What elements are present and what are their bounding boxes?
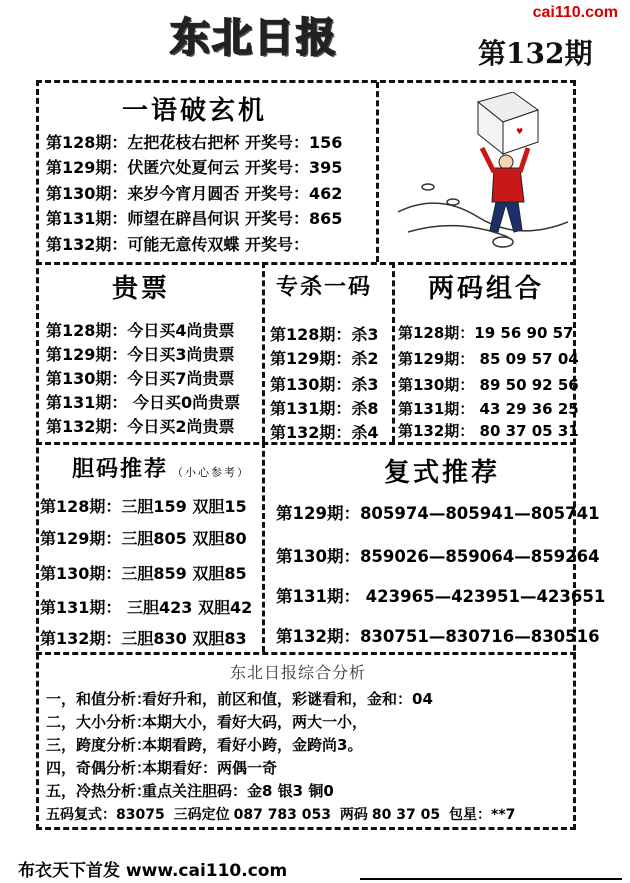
danma-title [72,452,250,483]
issue-number: 第132期 [478,37,593,70]
svg-text:♥: ♥ [516,127,524,136]
danma-row-132: 第132期：三胆830 双胆83 [40,629,247,648]
yiyu-title: 一语破玄机 [122,96,268,126]
yiyu-row-129: 第129期：伏匿穴处夏何云 开奖号：395 [46,158,343,177]
analysis-text-jiou: 本期看好：两偶一奇 [142,759,278,777]
guipiao-row-131: 第131期： 今日买0尚贵票 [46,393,241,412]
analysis-row-daxiao [46,711,367,732]
guipiao-title: 贵票 [112,274,171,304]
person-illustration [482,148,528,232]
danma-row-131: 第131期： 三胆423 双胆42 [40,598,253,617]
analysis-row-kuadu [46,734,362,755]
danma-row-129: 第129期：三胆805 双胆80 [40,529,247,548]
analysis-row-lengre [46,780,334,801]
liangma-row-130: 第130期： 89 50 92 56 [398,376,579,394]
yiyu-row-132: 第132期：可能无意传双蝶 开奖号： [46,235,309,254]
zhuansha-row-128: 第128期：杀3 [270,325,379,344]
courier-illustration [398,92,568,252]
liangma-row-132: 第132期： 80 37 05 31 [398,422,579,440]
newspaper-title: 东北日报 [170,14,338,61]
zhuansha-row-132: 第132期：杀4 [270,423,379,442]
liangma-title: 两码组合 [428,274,545,304]
yiyu-row-131: 第131期：师望在辟昌何识 开奖号：865 [46,209,343,228]
fushi-row-132: 第132期：830751—830716—830516 [276,627,600,646]
danma-row-128: 第128期：三胆159 双胆15 [40,497,247,516]
danma-row-130: 第130期：三胆859 双胆85 [40,564,247,583]
footer-text[interactable]: 布衣天下首发 www.cai110.com [18,861,288,881]
fushi-row-131: 第131期： 423965—423951—423651 [276,587,606,606]
zhuansha-row-129: 第129期：杀2 [270,349,379,368]
divider-zhuansha-liangma [392,262,395,442]
liangma-row-128: 第128期：19 56 90 57 [398,324,574,342]
guipiao-row-132: 第132期：今日买2尚贵票 [46,417,235,436]
divider-1 [36,262,576,265]
guipiao-row-128: 第128期：今日买4尚贵票 [46,321,235,340]
footer-line [360,878,622,880]
site-url[interactable]: cai110.com [532,4,618,21]
danma-note: （小心参考） [172,466,251,479]
box-illustration [478,92,538,154]
analysis-text-hezhi: 看好升和，前区和值，彩谜看和，金和：04 [142,690,433,708]
zhuansha-row-130: 第130期：杀3 [270,375,379,394]
analysis-title: 东北日报综合分析 [230,663,367,682]
divider-danma-fushi [262,442,265,652]
analysis-label-daxiao: 二，大小分析： [46,713,152,731]
divider-3 [36,652,576,655]
analysis-text-lengre: 重点关注胆码：金8 银3 铜0 [142,782,334,800]
zhuansha-title: 专杀一码 [276,274,373,300]
fushi-row-129: 第129期：805974—805941—805741 [276,504,600,523]
wuma-value: 83075 [116,807,165,823]
sanma-value: 087 783 053 [233,807,332,823]
guipiao-row-129: 第129期：今日买3尚贵票 [46,345,235,364]
zhuansha-row-131: 第131期：杀8 [270,399,379,418]
liangma-row-131: 第131期： 43 29 36 25 [398,400,579,418]
sanma-label: 三码定位 [173,807,230,823]
snow-hill-illustration [398,184,568,247]
yiyu-row-128: 第128期：左把花枝右把杯 开奖号：156 [46,133,343,152]
liangma-label: 两码 [339,807,368,823]
yiyu-row-130: 第130期：来岁今宵月圆否 开奖号：462 [46,184,343,203]
analysis-text-daxiao: 本期大小，看好大码，两大一小， [142,713,368,731]
analysis-label-lengre: 五，冷热分析： [46,782,152,800]
fushi-row-130: 第130期：859026—859064—859264 [276,547,600,566]
analysis-row-hezhi [46,688,433,709]
liangma-row-129: 第129期： 85 09 57 04 [398,350,579,368]
analysis-bottom-row [46,804,515,824]
divider-guipiao-zhuansha [262,262,265,442]
analysis-label-jiou: 四，奇偶分析： [46,759,152,777]
analysis-row-jiou [46,757,277,778]
danma-title-text: 胆码推荐 [72,456,169,482]
analysis-text-kuadu: 本期看跨，看好小跨，金跨尚3。 [142,736,363,754]
fushi-title: 复式推荐 [384,458,501,488]
divider-yiyu-illus [376,82,379,262]
baoxing-label: 包星： [448,807,491,823]
liangma-value: 80 37 05 [371,807,441,823]
baoxing-value: **7 [490,807,516,823]
analysis-label-hezhi: 一，和值分析： [46,690,152,708]
wuma-label: 五码复式： [46,807,116,823]
guipiao-row-130: 第130期：今日买7尚贵票 [46,369,235,388]
analysis-label-kuadu: 三，跨度分析： [46,736,152,754]
